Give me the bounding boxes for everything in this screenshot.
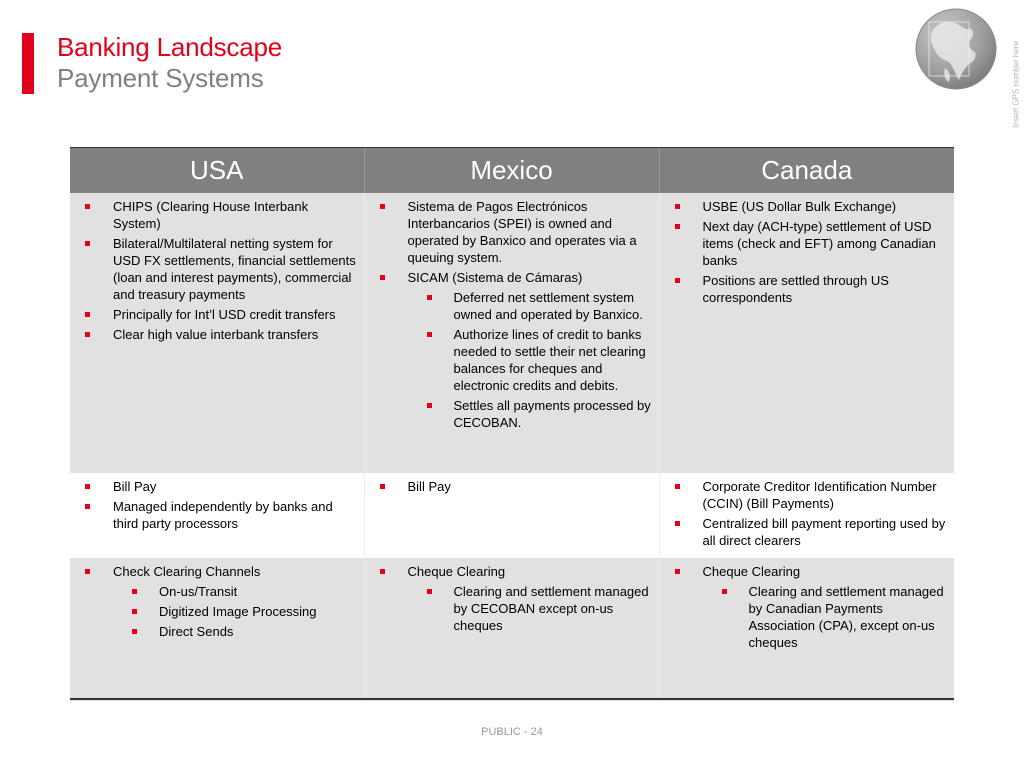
table-row <box>70 473 954 558</box>
bullet-item: Cheque Clearing <box>668 563 949 580</box>
bullet-item: Check Clearing Channels <box>78 563 358 580</box>
slide-title: Banking Landscape <box>57 32 283 62</box>
title-accent-bar <box>22 33 34 94</box>
bullet-item: Bill Pay <box>78 478 358 495</box>
sub-bullet-item: Settles all payments processed by CECOBAN. <box>373 397 653 431</box>
bullet-item: Positions are settled through US correspondents <box>668 272 949 306</box>
sub-bullet-item: On-us/Transit <box>78 583 358 600</box>
footer-page-label: PUBLIC - 24 <box>481 726 543 738</box>
cell-mexico <box>364 473 659 558</box>
bullet-item: USBE (US Dollar Bulk Exchange) <box>668 198 949 215</box>
sub-bullet-item: Clearing and settlement managed by CECOBAN except on-us cheques <box>373 583 653 634</box>
globe-icon <box>915 8 997 90</box>
column-header-usa: USA <box>70 148 364 193</box>
sub-bullet-item: Direct Sends <box>78 623 358 640</box>
cell-canada <box>659 193 954 473</box>
bullet-item: SICAM (Sistema de Cámaras) <box>373 269 653 286</box>
column-header-canada: Canada <box>659 148 954 193</box>
table-bottom-rule <box>70 698 954 700</box>
bullet-item: Corporate Creditor Identification Number (CCIN) (Bill Payments) <box>668 478 949 512</box>
bullet-item: Centralized bill payment reporting used by all direct clearers <box>668 515 949 549</box>
payment-systems-table <box>70 148 954 701</box>
cell-mexico <box>364 193 659 473</box>
cell-canada <box>659 473 954 558</box>
table-row <box>70 193 954 473</box>
bullet-item: Principally for Int’l USD credit transfers <box>78 306 358 323</box>
cell-mexico <box>364 558 659 701</box>
bullet-item: Bill Pay <box>373 478 653 495</box>
bullet-item: Clear high value interbank transfers <box>78 326 358 343</box>
sub-bullet-item: Clearing and settlement managed by Canadian Payments Association (CPA), except on-us cheques <box>668 583 949 651</box>
sub-bullet-item: Authorize lines of credit to banks needed to settle their net clearing balances for cheques and electronic credits and debits. <box>373 326 653 394</box>
column-header-mexico: Mexico <box>364 148 659 193</box>
bullet-item: Next day (ACH-type) settlement of USD items (check and EFT) among Canadian banks <box>668 218 949 269</box>
gps-note-text: Insert GPS number here <box>1011 41 1021 128</box>
bullet-item: Sistema de Pagos Electrónicos Interbancarios (SPEI) is owned and operated by Banxico and operates via a queuing system. <box>373 198 653 266</box>
slide-subtitle: Payment Systems <box>57 63 264 93</box>
cell-canada <box>659 558 954 701</box>
bullet-item: CHIPS (Clearing House Interbank System) <box>78 198 358 232</box>
bullet-item: Bilateral/Multilateral netting system for USD FX settlements, financial settlements (loan and interest payments), commercial and treasury payments <box>78 235 358 303</box>
sub-bullet-item: Digitized Image Processing <box>78 603 358 620</box>
sub-bullet-item: Deferred net settlement system owned and operated by Banxico. <box>373 289 653 323</box>
cell-usa <box>70 558 364 701</box>
cell-usa <box>70 193 364 473</box>
cell-usa <box>70 473 364 558</box>
bullet-item: Managed independently by banks and third party processors <box>78 498 358 532</box>
table-header-row <box>70 148 954 193</box>
table-row <box>70 558 954 701</box>
bullet-item: Cheque Clearing <box>373 563 653 580</box>
